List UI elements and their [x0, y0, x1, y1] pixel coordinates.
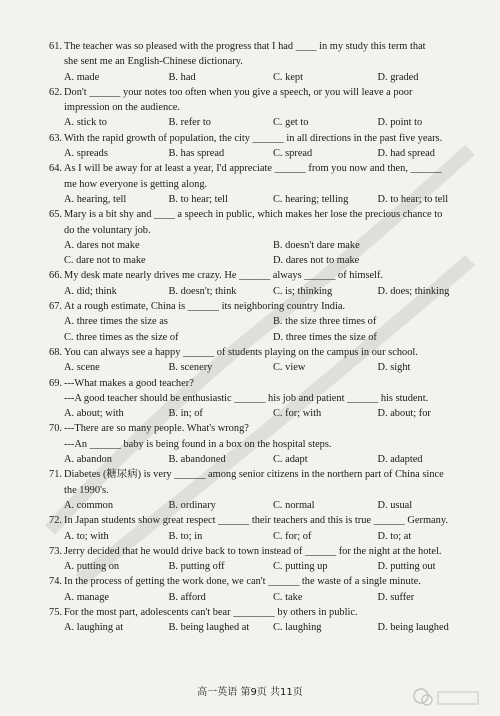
option-row	[64, 146, 482, 161]
answer-option[interactable]: B. the size three times of	[273, 316, 377, 328]
answer-option[interactable]: D. had spread	[377, 148, 435, 160]
question-stem-line: she sent me an English-Chinese dictionary.	[64, 56, 243, 68]
question-stem-line: Diabetes (糖尿病) is very ______ among senior citizens in the northern part of China since	[64, 469, 444, 481]
answer-option[interactable]: C. normal	[273, 499, 315, 511]
question-stem-line: You can always see a happy ______ of students playing on the campus in our school.	[64, 346, 418, 358]
answer-option[interactable]: D. three times the size of	[273, 331, 377, 343]
question-stem-line: Mary is a bit shy and ____ a speech in public, which makes her lose the precious chance to	[64, 209, 443, 221]
question-stem-line: Jerry decided that he would drive back to town instead of ______ for the night at the hotel.	[64, 545, 442, 557]
answer-option[interactable]: C. take	[273, 591, 303, 603]
answer-option[interactable]: C. for; of	[273, 530, 312, 542]
question-stem-line: ---An ______ baby is being found in a box on the hospital steps.	[64, 438, 332, 450]
answer-option[interactable]: A. stick to	[64, 117, 108, 129]
answer-option[interactable]: A. common	[64, 499, 114, 511]
answer-option[interactable]: D. point to	[377, 117, 423, 129]
answer-option[interactable]: A. about; with	[64, 408, 124, 420]
answer-option[interactable]: B. has spread	[168, 148, 225, 160]
option-row	[64, 620, 482, 635]
answer-option[interactable]: B. afford	[168, 591, 206, 603]
answer-option[interactable]: D. usual	[377, 499, 413, 511]
answer-option[interactable]: A. dares not make	[64, 239, 140, 251]
answer-option[interactable]: C. get to	[273, 117, 309, 129]
question-stem-line: impression on the audience.	[64, 102, 180, 114]
option-row	[64, 559, 482, 574]
answer-option[interactable]: C. view	[273, 362, 306, 374]
question-stem-line: Don't ______ your notes too often when you give a speech, or you will leave a poor	[64, 86, 413, 98]
question-number: 63.	[49, 132, 62, 144]
answer-option[interactable]: D. adapted	[377, 454, 423, 466]
page-footer: 高一英语 第9页 共11页	[197, 687, 303, 698]
answer-option[interactable]: B. had	[168, 71, 196, 83]
answer-option[interactable]: C. adapt	[273, 454, 308, 466]
answer-option[interactable]: B. abandoned	[168, 454, 226, 466]
answer-option[interactable]: B. being laughed at	[168, 622, 250, 634]
answer-option[interactable]: A. putting on	[64, 561, 120, 573]
question	[49, 161, 482, 207]
answer-option[interactable]: D. sight	[377, 362, 411, 374]
answer-option[interactable]: A. spreads	[64, 148, 108, 160]
option-row	[64, 360, 482, 375]
answer-option[interactable]: C. hearing; telling	[273, 193, 349, 205]
answer-option[interactable]: D. suffer	[377, 591, 415, 603]
option-row	[64, 406, 482, 421]
question-number: 62.	[49, 86, 62, 98]
answer-option[interactable]: C. laughing	[273, 622, 322, 634]
question-number: 74.	[49, 576, 62, 588]
answer-option[interactable]: C. kept	[273, 71, 304, 83]
question-number: 70.	[49, 423, 62, 435]
question-stem-line: With the rapid growth of population, the city ______ in all directions in the past five years.	[64, 132, 443, 144]
question	[49, 299, 482, 345]
answer-option[interactable]: A. manage	[64, 591, 110, 603]
answer-option[interactable]: D. dares not to make	[273, 255, 360, 267]
answer-option[interactable]: C. three times as the size of	[64, 331, 179, 343]
question	[49, 376, 482, 422]
question-number: 75.	[49, 606, 62, 618]
answer-option[interactable]: D. putting out	[377, 561, 436, 573]
question	[49, 513, 482, 544]
option-row	[64, 238, 482, 253]
answer-option[interactable]: C. putting up	[273, 561, 328, 573]
answer-option[interactable]: D. to; at	[377, 530, 412, 542]
answer-option[interactable]: D. to hear; to tell	[377, 193, 449, 205]
question	[49, 207, 482, 268]
answer-option[interactable]: A. to; with	[64, 530, 109, 542]
question	[49, 467, 482, 513]
question-stem-line: At a rough estimate, China is ______ its neighboring country India.	[64, 301, 346, 313]
option-row	[64, 498, 482, 513]
question-number: 71.	[49, 469, 62, 481]
answer-option[interactable]: A. did; think	[64, 285, 117, 297]
question-number: 68.	[49, 346, 62, 358]
answer-option[interactable]: D. being laughed	[377, 622, 449, 634]
option-row	[64, 253, 482, 268]
answer-option[interactable]: A. made	[64, 71, 100, 83]
question	[49, 421, 482, 467]
question-stem-line: me how everyone is getting along.	[64, 178, 208, 190]
question	[49, 544, 482, 575]
answer-option[interactable]: C. dare not to make	[64, 255, 146, 267]
answer-option[interactable]: B. scenery	[168, 362, 213, 374]
question-number: 65.	[49, 209, 62, 221]
question-number: 67.	[49, 301, 62, 313]
answer-option[interactable]: A. hearing, tell	[64, 193, 127, 205]
answer-option[interactable]: A. three times the size as	[64, 316, 168, 328]
answer-option[interactable]: B. to hear; tell	[168, 193, 228, 205]
answer-option[interactable]: B. doesn't dare make	[273, 239, 360, 251]
question-stem-line: My desk mate nearly drives me crazy. He ______ always ______ of himself.	[64, 270, 384, 282]
option-row	[64, 115, 482, 130]
option-row	[64, 529, 482, 544]
option-row	[64, 284, 482, 299]
option-row	[64, 314, 482, 329]
question	[49, 39, 482, 85]
question	[49, 268, 482, 299]
question-number: 69.	[49, 377, 62, 389]
answer-option[interactable]: A. laughing at	[64, 622, 124, 634]
answer-option[interactable]: C. spread	[273, 148, 313, 160]
question-number: 66.	[49, 270, 62, 282]
option-row	[64, 452, 482, 467]
question	[49, 85, 482, 131]
question-list	[49, 39, 482, 636]
question-number: 64.	[49, 163, 62, 175]
option-row	[64, 330, 482, 345]
answer-option[interactable]: A. scene	[64, 362, 100, 374]
answer-option[interactable]: C. is; thinking	[273, 285, 333, 297]
option-row	[64, 192, 482, 207]
option-row	[64, 70, 482, 85]
question-stem-line: In Japan students show great respect ______ their teachers and this is true ______ Germany.	[64, 515, 448, 527]
answer-option[interactable]: B. doesn't; think	[168, 285, 237, 297]
question-stem-line: the 1990's.	[64, 484, 109, 496]
question-stem-line: In the process of getting the work done, we can't ______ the waste of a single minute.	[64, 576, 421, 588]
question-number: 61.	[49, 41, 62, 52]
answer-option[interactable]: B. ordinary	[168, 499, 216, 511]
question	[49, 605, 482, 636]
question-stem-line: ---There are so many people. What's wrong?	[64, 423, 249, 435]
question-stem-line: ---What makes a good teacher?	[64, 377, 194, 389]
answer-option[interactable]: B. putting off	[168, 561, 225, 573]
answer-option[interactable]: B. in; of	[168, 408, 203, 420]
question-number: 72.	[49, 515, 62, 527]
question-stem-line: ---A good teacher should be enthusiastic ______ his job and patient ______ his student.	[64, 392, 429, 404]
answer-option[interactable]: B. refer to	[168, 117, 211, 129]
question-stem-line: For the most part, adolescents can't bear ________ by others in public.	[64, 606, 358, 618]
question-stem-line: As I will be away for at least a year, I'd appreciate ______ from you now and then, ______	[64, 163, 442, 175]
answer-option[interactable]: C. for; with	[273, 408, 322, 420]
question	[49, 131, 482, 162]
question-stem-line: The teacher was so pleased with the progress that I had ____ in my study this term that	[64, 41, 426, 52]
question	[49, 345, 482, 376]
option-row	[64, 590, 482, 605]
question-stem-line: do the voluntary job.	[64, 224, 151, 236]
answer-option[interactable]: B. to; in	[168, 530, 203, 542]
question-number: 73.	[49, 545, 62, 557]
answer-option[interactable]: A. abandon	[64, 454, 112, 466]
wechat-logo-icon	[412, 686, 482, 710]
answer-option[interactable]: D. graded	[377, 71, 419, 83]
answer-option[interactable]: D. does; thinking	[377, 285, 450, 297]
question	[49, 574, 482, 605]
answer-option[interactable]: D. about; for	[377, 408, 431, 420]
